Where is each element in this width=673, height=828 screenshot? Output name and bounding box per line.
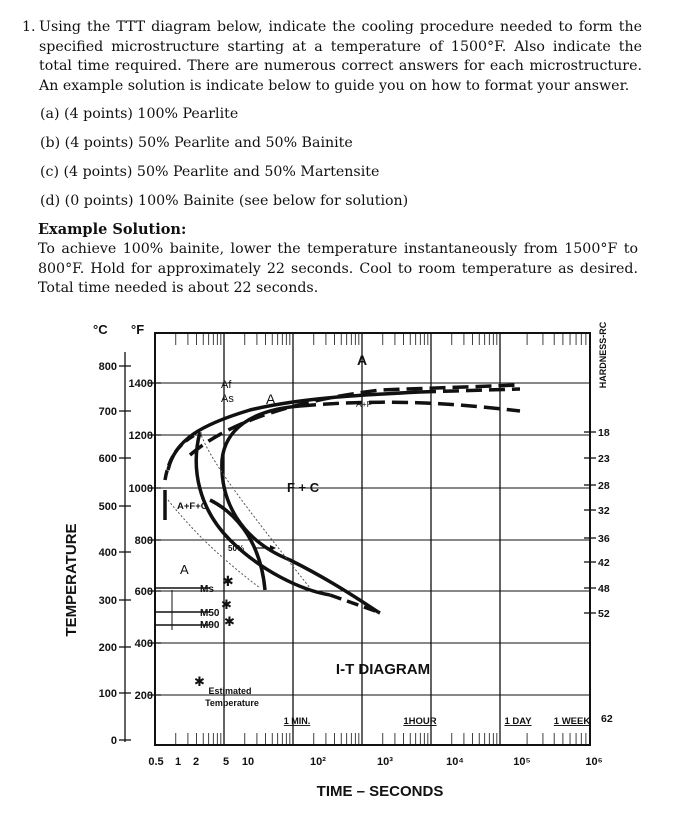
svg-text:✱: ✱ [224,615,235,630]
celsius-tick-label: 300 [98,595,117,607]
m50-label: M50 [200,608,220,619]
celsius-tick-label: 400 [98,547,117,559]
question-number: 1. [22,19,36,35]
ms-label: Ms [200,584,214,595]
af-label: Af [221,379,232,391]
example-heading: Example Solution: [38,221,187,238]
hardness-tick-label: 52 [598,608,610,620]
x-tick-label: 10³ [377,756,393,768]
hardness-tick-label: 23 [598,453,610,465]
x-tick-label: 5 [222,756,230,768]
hardness-tick-label: 36 [598,533,610,545]
hardness-tick-label: 28 [598,480,610,492]
part-b: (b) (4 points) 50% Pearlite and 50% Bainite [40,135,353,151]
time-mark-week: 1 WEEK [553,716,591,727]
fahrenheit-tick-label: 400 [134,638,153,650]
fahrenheit-unit: °F [131,322,145,337]
a-f-c-label: A+F+C [177,501,208,512]
part-d: (d) (0 points) 100% Bainite (see below for solution) [40,193,409,209]
svg-text:✱: ✱ [194,675,205,690]
hardness-tick-label: 42 [598,557,610,569]
svg-text:✱: ✱ [222,574,234,590]
hardness-62: 62 [601,713,613,725]
x-tick-label: 0.5 [148,756,164,768]
celsius-tick-label: 200 [98,642,117,654]
x-tick-label: 10 [241,756,255,768]
celsius-tick-label: 0 [110,735,117,747]
region-a-top: A [356,352,368,368]
svg-text:✱: ✱ [221,598,232,613]
x-tick-label: 10⁶ [585,756,603,768]
fifty-percent-label: 50% [228,544,245,553]
celsius-tick-label: 700 [98,406,117,418]
fahrenheit-tick-label: 600 [134,586,153,598]
x-tick-label: 10⁴ [446,756,464,768]
part-a: (a) (4 points) 100% Pearlite [40,106,239,122]
time-mark-min: 1 MIN. [283,716,311,726]
hardness-tick-label: 48 [598,583,610,595]
example-text: To achieve 100% bainite, lower the temperature instantaneously from 1500°F to 800°F. Hold for approximately 22 seconds. Cool to room temperature as desired. Total time needed is about 22 seconds. [38,241,638,296]
x-tick-label: 10⁵ [513,756,531,768]
celsius-tick-label: 800 [98,361,117,373]
m90-label: M90 [200,620,220,631]
a-plus-f-label: A+F [356,399,372,409]
fahrenheit-tick-label: 1400 [128,378,153,390]
diagram-title: I-T DIAGRAM [335,661,431,678]
region-a-mid: A [266,391,276,407]
celsius-unit: °C [93,322,108,337]
x-axis-label: TIME – SECONDS [316,783,444,800]
time-mark-hour: 1HOUR [403,716,437,727]
as-label: As [221,393,234,405]
hardness-tick-label: 18 [598,427,610,439]
fahrenheit-tick-label: 1200 [128,430,153,442]
x-tick-label: 2 [192,756,200,768]
fahrenheit-tick-label: 800 [134,535,153,547]
fahrenheit-tick-label: 1000 [128,483,153,495]
time-mark-day: 1 DAY [504,716,532,727]
finish-curve [300,402,520,411]
question-text: Using the TTT diagram below, indicate the cooling procedure needed to form the specified microstructure starting at a temperature of 1500°F. Also indicate the total time required. There are numerous correct answers for each microstructure. An example solution is indicate below to guide you on how to format your answer. [39,19,642,94]
celsius-tick-label: 500 [98,501,117,513]
fahrenheit-tick-label: 200 [134,690,153,702]
f-plus-c-label: F + C [287,480,320,495]
estimated-label: Estimated [208,686,252,696]
part-c: (c) (4 points) 50% Pearlite and 50% Martensite [40,164,380,180]
region-a-low: A [180,562,189,577]
x-tick-label: 1 [174,756,182,768]
x-tick-label: 10² [310,756,326,768]
bainite-finish-curve [222,406,378,612]
hardness-label: HARDNESS-RC [598,321,608,389]
celsius-tick-label: 600 [98,453,117,465]
hardness-tick-label: 32 [598,505,610,517]
y-axis-label: TEMPERATURE [63,523,80,637]
celsius-tick-label: 100 [98,688,117,700]
temperature-note-label: Temperature [205,698,259,708]
